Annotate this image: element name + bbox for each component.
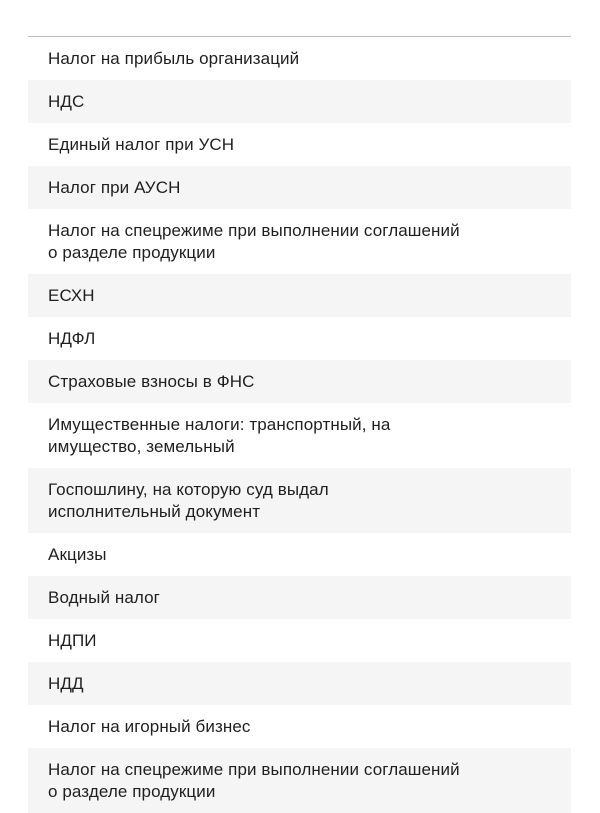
tax-item-ndd: НДД [28,662,571,705]
tax-item-state-duty: Госпошлину, на которую суд выдал исполнительный документ [28,468,571,533]
tax-item-psa-regime: Налог на спецрежиме при выполнении соглашений о разделе продукции [48,221,460,262]
tax-item-excises: Акцизы [48,545,107,564]
tax-item-usn: Единый налог при УСН [48,135,235,154]
tax-item-eskhn: ЕСХН [28,274,571,317]
tax-item-profit: Налог на прибыль организаций [48,49,300,68]
tax-list [28,36,571,813]
tax-item-water-tax: Водный налог [28,576,571,619]
tax-item-property-taxes: Имущественные налоги: транспортный, на имущество, земельный [48,415,391,456]
tax-item-ndfl: НДФЛ [48,329,96,348]
tax-item-insurance-contributions: Страховые взносы в ФНС [28,360,571,403]
tax-item-ndpi: НДПИ [48,631,97,650]
tax-item-psa-regime-2: Налог на спецрежиме при выполнении соглашений о разделе продукции [28,748,571,813]
tax-item-vat: НДС [28,80,571,123]
tax-item-ausn: Налог при АУСН [28,166,571,209]
tax-item-gambling-tax: Налог на игорный бизнес [48,717,251,736]
